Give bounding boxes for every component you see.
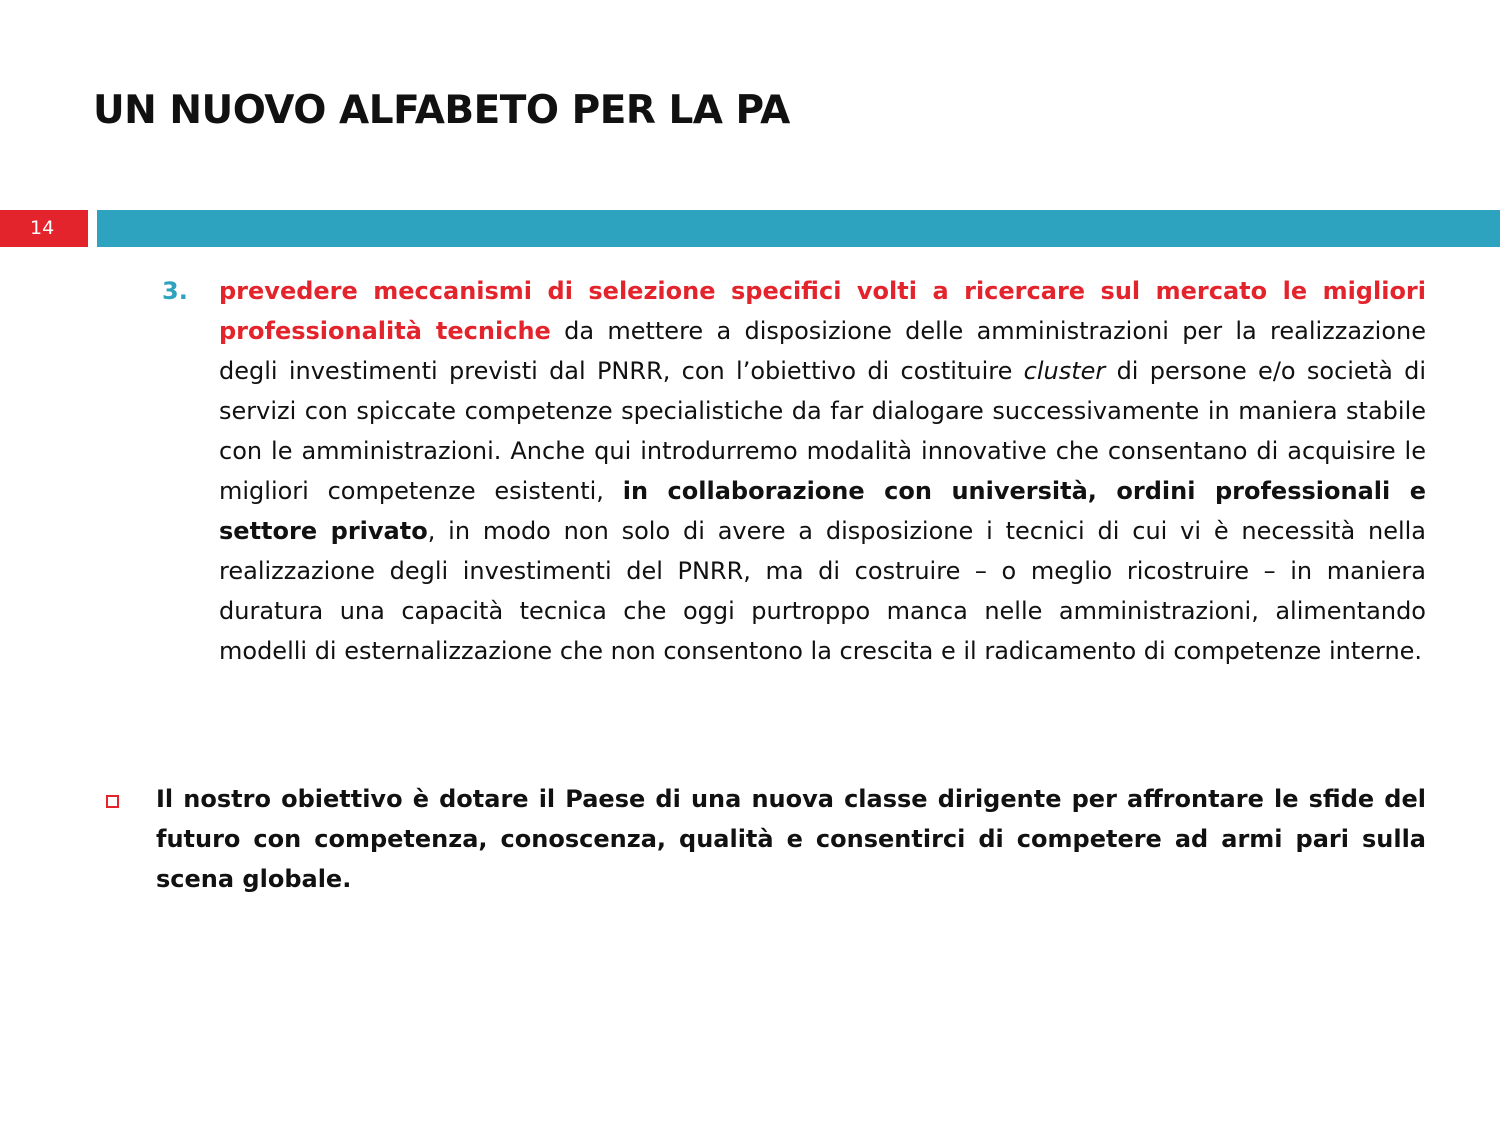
body-text-part-2: di persone e/o società di servizi con spiccate competenze specialistiche da far dialogare successivamente in maniera stabile con le amministrazioni. Anche qui introdurremo modalità innovative che consentano di acquisire le migliori competenze esistenti,	[219, 357, 1426, 505]
body-text-part-3: , in modo non solo di avere a disposizione i tecnici di cui vi è necessità nella realizzazione degli investimenti del PNRR, ma di costruire – o meglio ricostruire – in maniera duratura una capacità tecnica che oggi purtroppo manca nelle amministrazioni, alimentando modelli di esternalizzazione che non consentono la crescita e il radicamento di competenze interne.	[219, 517, 1427, 665]
highlighted-lead: prevedere meccanismi di selezione specifici volti a ricercare sul mercato le migliori professionalità tecniche	[219, 277, 1426, 345]
page-number: 14	[0, 210, 88, 247]
body-text-part-1: da mettere a disposizione delle amministrazioni per la realizzazione degli investimenti previsti dal PNRR, con l’obiettivo di costituire	[219, 317, 1426, 385]
bullet-text: Il nostro obiettivo è dotare il Paese di una nuova classe dirigente per affrontare le sfide del futuro con competenza, conoscenza, qualità e consentirci di competere ad armi pari sulla scena globale.	[156, 785, 1426, 893]
numbered-item-text	[219, 271, 1426, 671]
bold-phrase: in collaborazione con università, ordini professionali e settore privato	[219, 477, 1426, 545]
slide-title: UN NUOVO ALFABETO PER LA PA	[93, 88, 790, 133]
list-item-number: 3.	[162, 277, 188, 305]
italic-term: cluster	[1023, 357, 1106, 385]
header-bar	[97, 210, 1500, 247]
square-bullet-icon	[106, 795, 119, 808]
